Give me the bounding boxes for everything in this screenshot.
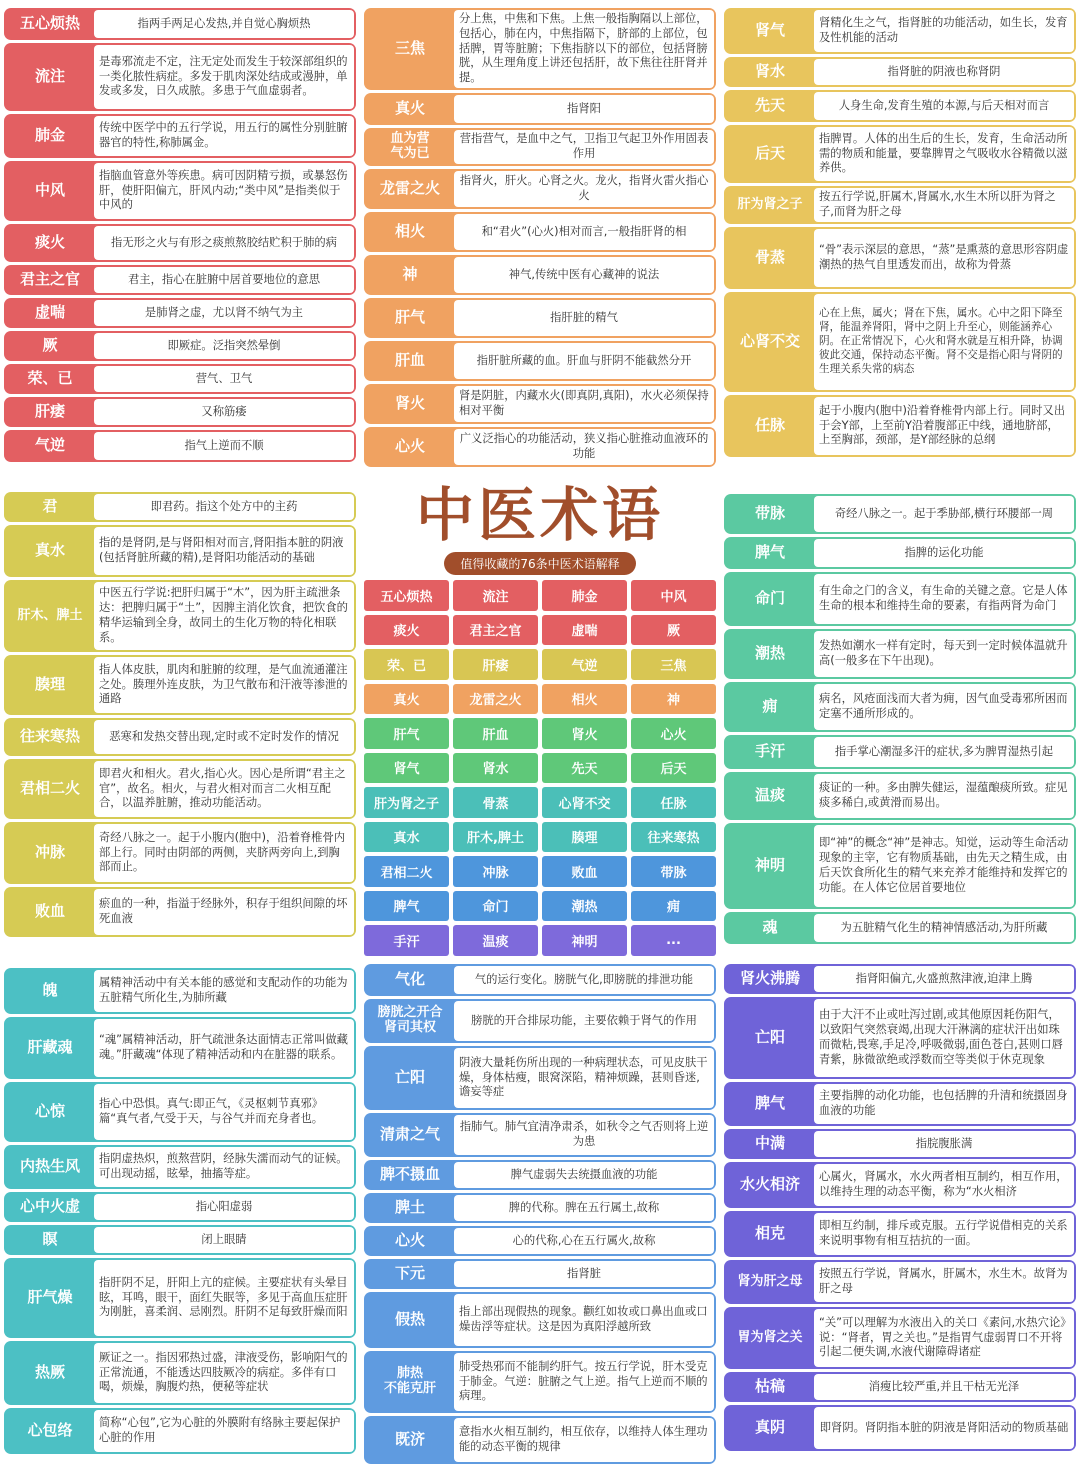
term-card xyxy=(364,1259,716,1289)
term-label: 枯稿 xyxy=(754,1377,785,1396)
term-definition: 是肺肾之虚，尤以肾不纳气为主 xyxy=(94,300,354,326)
grid-term-chip: 潮热 xyxy=(542,891,627,922)
term-definition: 指脾胃。人体的出生后的生长，发育，生命活动所需的物质和能量，要靠脾胃之气吸收水谷精微以滋养供。 xyxy=(814,127,1074,181)
title-box xyxy=(364,480,716,575)
term-definition: 中医五行学说:把肝归属于“木”，因为肝主疏泄条达：把脾归属于“土”，因脾主消化饮食，把饮食的精华运输到全身，故同土的生化万物的特化相联系。 xyxy=(94,582,354,650)
grid-term-chip: 肝痿 xyxy=(453,649,538,680)
term-card xyxy=(364,128,716,166)
term-definition: 和“君火”(心火)相对而言,一般指肝肾的相 xyxy=(454,214,714,250)
grid-term-chip: 三焦 xyxy=(631,649,716,680)
term-definition: 阴液大量耗伤所出现的一种病理状态，可见皮肤干燥，身体枯瘦，眼窝深陷，精神烦躁，甚则昏迷,谵妄等症 xyxy=(454,1048,714,1108)
term-definition: 有生命之门的含义，有生命的关键之意。它是人体生命的根本和维持生命的要素，有指两肾为命门 xyxy=(814,574,1074,624)
term-label: 血为营 气为已 xyxy=(390,131,430,161)
term-label: 后天 xyxy=(754,144,785,163)
term-label: 腠理 xyxy=(34,675,65,694)
term-card xyxy=(724,912,1076,944)
term-card xyxy=(364,1416,716,1464)
term-label: 肝痿 xyxy=(34,402,65,421)
term-definition: 指脑血管意外等疾患。病可因阴精亏损，或暴怒伤肝，使肝阳偏亢，肝风内动;“类中风”是指类似于中风的 xyxy=(94,163,354,219)
term-definition: 指人体皮肤，肌肉和脏腑的纹理，是气血流通灌注之处。腠理外连皮肤，为卫气散布和汗液等渗泄的通路 xyxy=(94,657,354,713)
term-card xyxy=(364,341,716,381)
grid-term-chip: 任脉 xyxy=(631,787,716,818)
grid-term-chip: 真水 xyxy=(364,822,449,853)
term-definition: 营指营气，是血中之气，卫指卫气起卫外作用固表作用 xyxy=(454,130,714,164)
term-label: 肾火沸腾 xyxy=(739,969,800,988)
term-label: 往来寒热 xyxy=(19,727,80,746)
term-definition: 心在上焦，属火；肾在下焦，属水。心中之阳下降至肾，能温养肾阳，肾中之阴上升至心，则能涵养心阴。在正常情况下，心火和肾水就是互相升降，协调彼此交通，保持动态平衡。肾不交是指心阳与肾阴的生理关系失常的病态 xyxy=(814,294,1074,390)
term-definition: 按照五行学说，肾属水，肝属木，水生木。故肾为肝之母 xyxy=(814,1262,1074,1302)
term-card xyxy=(364,298,716,338)
term-label: 流注 xyxy=(34,67,65,86)
term-card xyxy=(364,964,716,996)
term-label: 潮热 xyxy=(754,644,785,663)
top-left-column xyxy=(4,8,356,462)
term-label: 肝气 xyxy=(394,308,425,327)
term-card xyxy=(724,537,1076,569)
term-card xyxy=(364,999,716,1043)
term-definition: 营气、卫气 xyxy=(94,366,354,392)
grid-term-chip: 肾水 xyxy=(453,753,538,784)
grid-term-chip: 君主之官 xyxy=(453,615,538,646)
term-label: 肾为肝之母 xyxy=(737,1273,803,1289)
term-card xyxy=(364,1351,716,1413)
term-card xyxy=(724,292,1076,392)
grid-term-chip: 先天 xyxy=(542,753,627,784)
term-card xyxy=(724,1405,1076,1451)
grid-term-chip: 带脉 xyxy=(631,856,716,887)
term-label: 清肃之气 xyxy=(379,1125,440,1144)
term-card xyxy=(724,735,1076,769)
term-label: 任脉 xyxy=(754,416,785,435)
term-label: 命门 xyxy=(754,589,785,608)
term-card xyxy=(4,759,356,819)
term-card xyxy=(724,1260,1076,1304)
term-label: 脾土 xyxy=(394,1198,425,1217)
term-definition: 人身生命,发育生殖的本源,与后天相对而言 xyxy=(814,92,1074,120)
term-card xyxy=(724,572,1076,626)
term-definition: 肺受热邪而不能制约肝气。按五行学说，肝木受克于肺金。气逆：脏腑之气上逆。指气上逆而不顺的病理。 xyxy=(454,1353,714,1411)
term-definition: “魂”属精神活动，肝气疏泄条达面情志正常叫做藏魂。”肝藏魂“体现了精神活动和内在脏器的联系。 xyxy=(94,1019,354,1077)
term-definition: 简称“心包”,它为心脏的外膜附有络脉主要起保护心脏的作用 xyxy=(94,1410,354,1452)
term-card xyxy=(724,1129,1076,1159)
term-label: 真火 xyxy=(394,99,425,118)
term-label: 脾气 xyxy=(754,1094,785,1113)
term-label: 三焦 xyxy=(394,39,425,58)
term-definition: 肾是阴脏，内藏水火(即真阴,真阳)，水火必须保持相对平衡 xyxy=(454,386,714,422)
term-label: 相克 xyxy=(754,1224,785,1243)
term-card xyxy=(4,1145,356,1189)
term-definition: 即君火和相火。君火,指心火。因心是所谓“君主之官”，故名。相火，与君火相对而言二火相互配合，以温养脏腑，推动功能活动。 xyxy=(94,761,354,817)
term-card xyxy=(4,298,356,328)
term-definition: 起于小腹内(胞中)沿着脊椎骨内部上行。同时又出于会Y部，上至前Y沿着腹部正中线，通地脐部，上至胸部，颈部，是Y部经脉的总纲 xyxy=(814,397,1074,455)
grid-term-chip: 心火 xyxy=(631,718,716,749)
grid-term-chip: 气逆 xyxy=(542,649,627,680)
term-label: 君 xyxy=(42,497,58,516)
term-definition: 恶寒和发热交替出现,定时或不定时发作的情况 xyxy=(94,720,354,754)
grid-term-chip: 中风 xyxy=(631,580,716,611)
page-subtitle: 值得收藏的76条中医术语解释 xyxy=(444,552,635,575)
term-card xyxy=(364,1292,716,1348)
term-definition: 即厥症。泛指突然晕倒 xyxy=(94,333,354,359)
term-card xyxy=(4,43,356,111)
grid-term-chip: 手汗 xyxy=(364,925,449,956)
term-definition: 指脘腹胀满 xyxy=(814,1131,1074,1157)
term-card xyxy=(4,580,356,652)
term-definition: 指心中恐惧。真气:即正气，《灵枢刺节真邪》篇“真气者,气受于天，与谷气并而充身者也。 xyxy=(94,1084,354,1140)
term-label: 肾气 xyxy=(754,21,785,40)
term-card xyxy=(364,8,716,90)
term-definition: 指上部出现假热的现象。颧红如妆或口鼻出血或口燥齿浮等症状。这是因为真阳浮越所致 xyxy=(454,1294,714,1346)
term-card xyxy=(364,1226,716,1256)
term-label: 肺金 xyxy=(34,126,65,145)
term-label: 瞑 xyxy=(42,1230,58,1249)
term-definition: 指脾的运化功能 xyxy=(814,539,1074,567)
term-label: 假热 xyxy=(394,1310,425,1329)
grid-term-chip: 腠理 xyxy=(542,822,627,853)
term-label: 肾火 xyxy=(394,394,425,413)
term-card xyxy=(4,397,356,427)
term-definition: 心的代称,心在五行属火,故称 xyxy=(454,1228,714,1254)
term-card xyxy=(724,964,1076,994)
term-definition: 奇经八脉之一。起于季胁部,横行环腰部一周 xyxy=(814,496,1074,532)
term-definition: 厥证之一。指因邪热过盛，津液受伤，影响阳气的正常流通，不能透达四肢厥冷的病症。多伴有口喝，烦燥，胸腹灼热，便秘等症状 xyxy=(94,1343,354,1403)
grid-term-chip: 往来寒热 xyxy=(631,822,716,853)
term-label: 真水 xyxy=(34,541,65,560)
term-definition: 指手掌心潮湿多汗的症状,多为脾胃湿热引起 xyxy=(814,737,1074,767)
top-right-column xyxy=(724,8,1076,457)
term-definition: 指气上逆而不顺 xyxy=(94,432,354,460)
term-definition: 主要指脾的动化功能，也包括脾的升清和统摄固身血液的功能 xyxy=(814,1084,1074,1124)
grid-term-chip: 痈 xyxy=(631,891,716,922)
term-definition: 脾的代称。脾在五行属土,故称 xyxy=(454,1195,714,1221)
term-label: 肾水 xyxy=(754,62,785,81)
term-card xyxy=(724,125,1076,183)
term-label: 心中火虚 xyxy=(19,1197,80,1216)
term-definition: 指肾阳偏亢,火盛煎熬津液,迫津上腾 xyxy=(814,966,1074,992)
term-definition: 为五脏精气化生的精神情感活动,为肝所藏 xyxy=(814,914,1074,942)
grid-term-chip: 相火 xyxy=(542,684,627,715)
term-label: 水火相济 xyxy=(739,1175,800,1194)
term-card xyxy=(724,494,1076,534)
term-definition: 广义泛指心的功能活动，狭义指心脏推动血液环的功能 xyxy=(454,429,714,465)
term-label: 中满 xyxy=(754,1134,785,1153)
term-definition: 指无形之火与有形之痰煎熬胶结贮积于肺的病 xyxy=(94,226,354,260)
term-card xyxy=(4,822,356,884)
term-card xyxy=(724,629,1076,679)
term-definition: 指的是肾阴,是与肾阳相对而言,肾阳指本脏的阴液(包括肾脏所藏的精),是肾阳功能活动的基础 xyxy=(94,527,354,575)
term-definition: 即君药。指这个处方中的主药 xyxy=(94,494,354,520)
term-card xyxy=(364,1046,716,1110)
term-card xyxy=(364,1160,716,1190)
bottom-left-column xyxy=(4,968,356,1454)
grid-term-chip: 虚喘 xyxy=(542,615,627,646)
term-label: 既济 xyxy=(394,1430,425,1449)
term-label: 脾不摄血 xyxy=(379,1165,440,1184)
term-definition: 分上焦，中焦和下焦。上焦一般指胸隔以上部位，包括心，肺在内，中焦指隔下，脐部的上部位，包括脾，胃等脏腑；下焦指脐以下的部位，包括肾膀胱，从生理角度上讲还包括肝，故下焦往往肝肾并提。 xyxy=(454,10,714,88)
term-card xyxy=(4,655,356,715)
term-definition: 指肾阳 xyxy=(454,95,714,123)
term-definition: 君主，指心在脏腑中居首要地位的意思 xyxy=(94,267,354,293)
term-card xyxy=(724,997,1076,1079)
term-card xyxy=(364,93,716,125)
term-definition: 膀胱的开合排尿功能，主要依赖于肾气的作用 xyxy=(454,1001,714,1041)
grid-term-chip: 荣、已 xyxy=(364,649,449,680)
term-label: 亡阳 xyxy=(394,1068,425,1087)
term-definition: 心属火，肾属水，水火两者相互制约，相互作用，以维持生理的动态平衡，称为“水火相济 xyxy=(814,1164,1074,1206)
term-label: 五心烦热 xyxy=(19,14,80,33)
term-label: 相火 xyxy=(394,222,425,241)
grid-term-chip: 肾火 xyxy=(542,718,627,749)
term-label: 真阴 xyxy=(754,1418,785,1437)
term-card xyxy=(4,887,356,937)
term-card xyxy=(4,1192,356,1222)
term-card xyxy=(4,968,356,1014)
term-card xyxy=(4,331,356,361)
term-definition: 即“神”的概念“神”是神志。知觉，运动等生命活动现象的主宰，它有物质基础，由先天之精生成，由后天饮食所化生的精气来充养才能维持和发挥它的功能。在人体它位居首要地位 xyxy=(814,825,1074,907)
middle-left-column xyxy=(4,492,356,937)
term-label: 带脉 xyxy=(754,504,785,523)
top-middle-column xyxy=(364,8,716,467)
term-label: 下元 xyxy=(394,1264,425,1283)
term-card xyxy=(4,1341,356,1405)
grid-term-chip: 五心烦热 xyxy=(364,580,449,611)
term-definition: 气的运行变化。膀胱气化,即膀胱的排泄功能 xyxy=(454,966,714,994)
grid-term-chip: 肾气 xyxy=(364,753,449,784)
term-label: 心火 xyxy=(394,437,425,456)
term-label: 荣、已 xyxy=(27,369,73,388)
term-label: 神明 xyxy=(754,856,785,875)
grid-term-chip: 痰火 xyxy=(364,615,449,646)
term-definition: 奇经八脉之一。起于小腹内(胞中)，沿着脊椎骨内部上行。同时由阴部的两侧，夹脐两旁向上,到胸部而止。 xyxy=(94,824,354,882)
page-title: 中医术语 xyxy=(415,481,664,549)
term-definition: “关”可以理解为水液出入的关口《素问,水热穴论》说：“肾者，胃之关也。”是指胃气虚弱胃口不开将引起二便失调,水液代谢障碍诸症 xyxy=(814,1309,1074,1367)
term-definition: 脾气虚弱失去统摄血液的功能 xyxy=(454,1162,714,1188)
term-card xyxy=(364,212,716,252)
term-definition: 指肝脏的精气 xyxy=(454,300,714,336)
grid-term-chip: 败血 xyxy=(542,856,627,887)
term-card xyxy=(4,525,356,577)
term-label: 心包络 xyxy=(27,1421,73,1440)
term-definition: 指肾脏 xyxy=(454,1261,714,1287)
term-label: 热厥 xyxy=(34,1363,65,1382)
term-definition: 指两手两足心发热,并自觉心胸烦热 xyxy=(94,10,354,38)
term-definition: 指肾脏的阴液也称肾阴 xyxy=(814,59,1074,85)
grid-term-chip: 冲脉 xyxy=(453,856,538,887)
term-label: 手汗 xyxy=(754,742,785,761)
term-label: 肝为肾之子 xyxy=(737,196,803,212)
term-label: 神 xyxy=(402,265,418,284)
term-label: 脾气 xyxy=(754,543,785,562)
term-card xyxy=(724,8,1076,54)
term-label: 厥 xyxy=(42,336,58,355)
term-label: 君主之官 xyxy=(19,270,80,289)
term-label: 君相二火 xyxy=(19,779,80,798)
term-definition: 由于大汗不止或吐泻过剧,或其他原因耗伤阳气，以致阳气突然衰竭,出现大汗淋漓的症状汗出如珠而微粘,畏寒,手足冷,呼吸微弱,面色苍白,甚则口唇青紫，脉微欲绝或浮数而空等类似于休克现象 xyxy=(814,999,1074,1077)
term-definition: 即相互约制，排斥或克服。五行学说借相克的关系来说明事物有相互拮抗的一面。 xyxy=(814,1213,1074,1255)
grid-term-chip: 厥 xyxy=(631,615,716,646)
grid-term-chip: ... xyxy=(631,925,716,956)
grid-term-chip: 肺金 xyxy=(542,580,627,611)
term-label: 虚喘 xyxy=(34,303,65,322)
term-definition: 消瘦比较严重,并且干枯无光泽 xyxy=(814,1374,1074,1400)
term-card xyxy=(364,384,716,424)
term-definition: 指心阳虚弱 xyxy=(94,1194,354,1220)
term-card xyxy=(4,161,356,221)
term-label: 心肾不交 xyxy=(739,332,800,351)
term-label: 中风 xyxy=(34,181,65,200)
term-label: 胃为肾之关 xyxy=(737,1329,803,1345)
grid-term-chip: 后天 xyxy=(631,753,716,784)
term-label: 心火 xyxy=(394,1231,425,1250)
term-card xyxy=(724,772,1076,820)
grid-term-chip: 心肾不交 xyxy=(542,787,627,818)
term-card xyxy=(4,1258,356,1338)
term-card xyxy=(364,1113,716,1157)
term-card xyxy=(4,224,356,262)
bottom-middle-column xyxy=(364,964,716,1464)
term-label: 温痰 xyxy=(754,786,785,805)
term-card xyxy=(724,395,1076,457)
term-card xyxy=(724,1082,1076,1126)
term-definition: 指肺气。肺气宜清净肃杀，如秋令之气否则将上逆为患 xyxy=(454,1115,714,1155)
term-label: 败血 xyxy=(34,902,65,921)
grid-term-chip: 肝木,脾土 xyxy=(453,822,538,853)
term-definition: 肾精化生之气，指肾脏的功能活动，如生长，发育及性机能的活动 xyxy=(814,10,1074,52)
term-label: 魂 xyxy=(762,918,778,937)
term-definition: 神气,传统中医有心藏神的说法 xyxy=(454,257,714,293)
term-definition: 指阴虚热炽，煎熬营阴，经脉失濡而动气的证候。可出现动摇，眩晕，抽搐等症。 xyxy=(94,1147,354,1187)
term-card xyxy=(724,1162,1076,1208)
term-definition: 按五行学说,肝属木,肾属水,水生木所以肝为肾之子,而肾为肝之母 xyxy=(814,188,1074,222)
term-card xyxy=(364,169,716,209)
term-definition: 闭上眼睛 xyxy=(94,1227,354,1253)
term-card xyxy=(724,1211,1076,1257)
term-label: 气逆 xyxy=(34,436,65,455)
term-label: 心惊 xyxy=(34,1102,65,1121)
term-card xyxy=(724,1372,1076,1402)
term-definition: 意指水火相互制约，相互依存，以维持人体生理功能的动态平衡的规律 xyxy=(454,1418,714,1462)
term-definition: 痰证的一种。多由脾失健运，湿蕴酿痰所致。症见痰多稀白,或黄滑而易出。 xyxy=(814,774,1074,818)
grid-term-chip: 龙雷之火 xyxy=(453,684,538,715)
term-definition: 属精神活动中有关本能的感觉和支配动作的功能为五脏精气所化生,为肺所藏 xyxy=(94,970,354,1012)
term-definition: 传统中医学中的五行学说，用五行的属性分别脏腑器官的特性,称肺属金。 xyxy=(94,116,354,156)
grid-term-chip: 神明 xyxy=(542,925,627,956)
term-label: 亡阳 xyxy=(754,1028,785,1047)
grid-term-chip: 真火 xyxy=(364,684,449,715)
term-card xyxy=(364,427,716,467)
term-card xyxy=(4,1082,356,1142)
term-card xyxy=(4,1408,356,1454)
term-label: 龙雷之火 xyxy=(379,179,440,198)
term-label: 痰火 xyxy=(34,233,65,252)
term-card xyxy=(724,1307,1076,1369)
term-definition: 又称筋痿 xyxy=(94,399,354,425)
term-definition: 病名，风疮面浅而大者为痈，因气血受毒邪所困而定塞不通所形成的。 xyxy=(814,684,1074,730)
term-card xyxy=(724,57,1076,87)
term-definition: 发热如潮水一样有定时，每天到一定时候体温就升高(一般多在下午出现)。 xyxy=(814,631,1074,677)
grid-term-chip: 神 xyxy=(631,684,716,715)
term-label: 膀胱之开合 肾司其权 xyxy=(377,1005,443,1035)
term-card xyxy=(4,114,356,158)
grid-term-chip: 温痰 xyxy=(453,925,538,956)
term-card xyxy=(724,90,1076,122)
term-label: 气化 xyxy=(394,970,425,989)
middle-right-column xyxy=(724,494,1076,944)
term-definition: 指肾火，肝火。心肾之火。龙火，指肾火雷火指心火 xyxy=(454,171,714,207)
grid-term-chip: 肝气 xyxy=(364,718,449,749)
term-card xyxy=(4,364,356,394)
grid-term-chip: 肝血 xyxy=(453,718,538,749)
grid-term-chip: 命门 xyxy=(453,891,538,922)
term-label: 肝血 xyxy=(394,351,425,370)
term-label: 肝藏魂 xyxy=(27,1038,73,1057)
term-card xyxy=(4,492,356,522)
term-card xyxy=(724,186,1076,224)
term-label: 肝木、脾土 xyxy=(17,607,83,623)
term-definition: 指肝脏所藏的血。肝血与肝阴不能截然分开 xyxy=(454,343,714,379)
term-card xyxy=(724,682,1076,732)
grid-term-chip: 流注 xyxy=(453,580,538,611)
term-card xyxy=(724,823,1076,909)
grid-term-chip: 君相二火 xyxy=(364,856,449,887)
term-definition: 指肝阴不足，肝阳上亢的症候。主要症状有头晕目眩，耳鸣，眼干，面红失眠等，多见于高血压症肝为刚脏，喜柔润、忌刚烈。肝阴不足每致肝燥而阳 xyxy=(94,1260,354,1336)
term-card xyxy=(364,1193,716,1223)
term-card xyxy=(4,430,356,462)
term-label: 肺热 不能克肝 xyxy=(383,1366,436,1396)
term-definition: 是毒邪流走不定，注无定处而发生于较深部组织的一类化脓性病症。多发于肌肉深处结成或漫肿，单发或多发，日久成脓。多患于气血虚弱者。 xyxy=(94,45,354,109)
term-card xyxy=(724,227,1076,289)
term-card xyxy=(4,718,356,756)
bottom-right-column xyxy=(724,964,1076,1451)
grid-term-chip: 骨蒸 xyxy=(453,787,538,818)
term-label: 痈 xyxy=(762,697,778,716)
grid-term-chip: 脾气 xyxy=(364,891,449,922)
term-card xyxy=(364,255,716,295)
term-definition: 瘀血的一种，指溢于经脉外，积存于组织间隙的坏死血液 xyxy=(94,889,354,935)
term-definition: 即肾阴。肾阴指本脏的阴液是肾阳活动的物质基础 xyxy=(814,1407,1074,1449)
term-card xyxy=(4,1017,356,1079)
grid-term-chip: 肝为肾之子 xyxy=(364,787,449,818)
term-label: 肝气燥 xyxy=(27,1288,73,1307)
term-label: 冲脉 xyxy=(34,843,65,862)
term-card xyxy=(4,265,356,295)
term-index-grid xyxy=(364,580,716,956)
term-label: 魄 xyxy=(42,981,58,1000)
term-label: 骨蒸 xyxy=(754,248,785,267)
term-label: 内热生风 xyxy=(19,1157,80,1176)
term-definition: “骨”表示深层的意思，“蒸”是熏蒸的意思形容阴虚潮热的热气自里透发而出，故称为骨蒸 xyxy=(814,229,1074,287)
term-card xyxy=(4,8,356,40)
term-label: 先天 xyxy=(754,96,785,115)
term-card xyxy=(4,1225,356,1255)
